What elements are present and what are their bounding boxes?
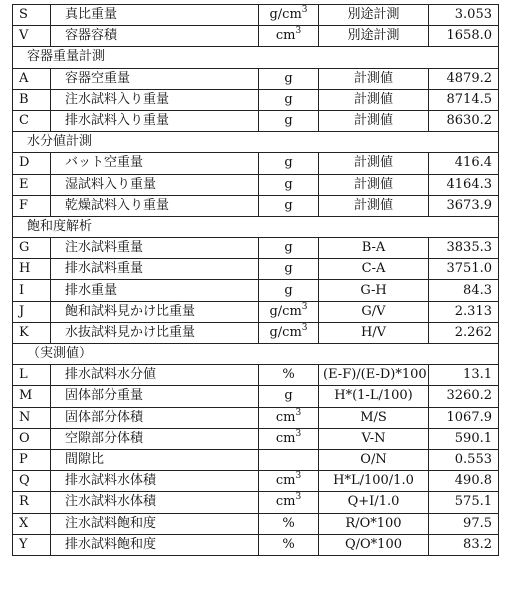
table-body	[13, 5, 499, 556]
value-cell: 8630.2	[429, 110, 499, 131]
symbol-cell: A	[13, 68, 51, 89]
table-row	[13, 301, 499, 322]
unit-text: g/cm	[269, 303, 302, 319]
table-row	[13, 428, 499, 449]
item-name-cell: 排水試料入り重量	[51, 110, 259, 131]
unit-cell	[259, 174, 319, 195]
unit-cell	[259, 301, 319, 322]
value-cell: 575.1	[429, 492, 499, 513]
section-header-row	[13, 132, 499, 153]
unit-text: cm	[275, 494, 296, 510]
unit-cell	[259, 238, 319, 259]
item-name-cell: 排水試料水分値	[51, 365, 259, 386]
value-cell: 1067.9	[429, 407, 499, 428]
unit-exponent: 3	[301, 301, 308, 312]
unit-cell	[259, 365, 319, 386]
unit-cell	[259, 428, 319, 449]
value-cell: 590.1	[429, 428, 499, 449]
formula-cell: 別途計測	[319, 5, 429, 26]
unit-text: g	[284, 261, 293, 277]
item-name-cell: 水抜試料見かけ比重量	[51, 322, 259, 343]
symbol-cell: Q	[13, 471, 51, 492]
symbol-cell: K	[13, 322, 51, 343]
formula-cell: H*(1-L/100)	[319, 386, 429, 407]
unit-text: cm	[275, 473, 296, 489]
section-header-row	[13, 216, 499, 237]
unit-exponent: 3	[301, 5, 308, 16]
section-label: （実測値）	[13, 344, 499, 365]
value-cell: 84.3	[429, 280, 499, 301]
symbol-cell: L	[13, 365, 51, 386]
item-name-cell: 注水試料重量	[51, 238, 259, 259]
unit-text: %	[282, 536, 295, 552]
item-name-cell: 注水試料飽和度	[51, 513, 259, 534]
unit-cell	[259, 492, 319, 513]
unit-text: g/cm	[269, 324, 302, 340]
value-cell: 1658.0	[429, 26, 499, 47]
formula-cell: G/V	[319, 301, 429, 322]
item-name-cell: 排水試料重量	[51, 259, 259, 280]
unit-cell	[259, 68, 319, 89]
value-cell: 83.2	[429, 534, 499, 555]
item-name-cell: 飽和試料見かけ比重量	[51, 301, 259, 322]
unit-text: g	[284, 197, 293, 213]
item-name-cell: 排水試料水体積	[51, 471, 259, 492]
unit-text: g	[284, 70, 293, 86]
unit-exponent: 3	[301, 322, 308, 333]
table-row	[13, 471, 499, 492]
item-name-cell: 空隙部分体積	[51, 428, 259, 449]
symbol-cell: B	[13, 89, 51, 110]
unit-cell	[259, 534, 319, 555]
symbol-cell: F	[13, 195, 51, 216]
value-cell: 3751.0	[429, 259, 499, 280]
unit-text: g	[284, 388, 293, 404]
symbol-cell: O	[13, 428, 51, 449]
unit-cell	[259, 322, 319, 343]
measurement-table	[12, 4, 499, 556]
unit-cell	[259, 110, 319, 131]
item-name-cell: 容器空重量	[51, 68, 259, 89]
unit-cell	[259, 386, 319, 407]
symbol-cell: H	[13, 259, 51, 280]
table-row	[13, 449, 499, 470]
symbol-cell: S	[13, 5, 51, 26]
item-name-cell: 注水試料入り重量	[51, 89, 259, 110]
table-row	[13, 365, 499, 386]
formula-cell: O/N	[319, 449, 429, 470]
formula-cell: C-A	[319, 259, 429, 280]
item-name-cell: バット空重量	[51, 153, 259, 174]
formula-cell: H*L/100/1.0	[319, 471, 429, 492]
value-cell: 0.553	[429, 449, 499, 470]
item-name-cell: 真比重量	[51, 5, 259, 26]
table-row	[13, 174, 499, 195]
unit-text: cm	[275, 409, 296, 425]
formula-cell: Q+I/1.0	[319, 492, 429, 513]
unit-text: g/cm	[269, 7, 302, 23]
formula-cell: B-A	[319, 238, 429, 259]
formula-cell: 別途計測	[319, 26, 429, 47]
item-name-cell: 容器容積	[51, 26, 259, 47]
unit-cell	[259, 5, 319, 26]
symbol-cell: R	[13, 492, 51, 513]
unit-text: g	[284, 91, 293, 107]
item-name-cell: 間隙比	[51, 449, 259, 470]
value-cell: 3.053	[429, 5, 499, 26]
unit-text: g	[284, 240, 293, 256]
table-row	[13, 322, 499, 343]
unit-text: g	[284, 282, 293, 298]
table-row	[13, 280, 499, 301]
table-row	[13, 68, 499, 89]
symbol-cell: D	[13, 153, 51, 174]
unit-cell	[259, 471, 319, 492]
symbol-cell: N	[13, 407, 51, 428]
formula-cell: G-H	[319, 280, 429, 301]
item-name-cell: 固体部分体積	[51, 407, 259, 428]
table-row	[13, 492, 499, 513]
unit-text: cm	[275, 430, 296, 446]
section-label: 飽和度解析	[13, 216, 499, 237]
symbol-cell: G	[13, 238, 51, 259]
unit-text: g	[284, 155, 293, 171]
unit-cell	[259, 513, 319, 534]
value-cell: 4164.3	[429, 174, 499, 195]
value-cell: 3260.2	[429, 386, 499, 407]
table-row	[13, 534, 499, 555]
item-name-cell: 注水試料水体積	[51, 492, 259, 513]
symbol-cell: J	[13, 301, 51, 322]
formula-cell: M/S	[319, 407, 429, 428]
section-header-row	[13, 47, 499, 68]
unit-text: cm	[275, 28, 296, 44]
formula-cell: Q/O*100	[319, 534, 429, 555]
symbol-cell: C	[13, 110, 51, 131]
unit-text: %	[282, 515, 295, 531]
unit-text: g	[284, 113, 293, 129]
table-row	[13, 386, 499, 407]
unit-text: %	[282, 367, 295, 383]
symbol-cell: I	[13, 280, 51, 301]
formula-cell: 計測値	[319, 110, 429, 131]
unit-cell	[259, 449, 319, 470]
unit-exponent: 3	[295, 492, 302, 503]
value-cell: 13.1	[429, 365, 499, 386]
item-name-cell: 湿試料入り重量	[51, 174, 259, 195]
formula-cell: R/O*100	[319, 513, 429, 534]
unit-cell	[259, 89, 319, 110]
formula-cell: 計測値	[319, 68, 429, 89]
table-row	[13, 259, 499, 280]
item-name-cell: 乾燥試料入り重量	[51, 195, 259, 216]
unit-exponent: 3	[295, 428, 302, 439]
formula-cell: 計測値	[319, 195, 429, 216]
formula-cell: 計測値	[319, 89, 429, 110]
item-name-cell: 排水試料飽和度	[51, 534, 259, 555]
section-header-row	[13, 344, 499, 365]
unit-cell	[259, 407, 319, 428]
unit-cell	[259, 153, 319, 174]
formula-cell: 計測値	[319, 153, 429, 174]
unit-exponent: 3	[295, 407, 302, 418]
unit-exponent: 3	[295, 26, 302, 37]
formula-cell: V-N	[319, 428, 429, 449]
value-cell: 416.4	[429, 153, 499, 174]
symbol-cell: Y	[13, 534, 51, 555]
value-cell: 2.262	[429, 322, 499, 343]
unit-cell	[259, 280, 319, 301]
value-cell: 490.8	[429, 471, 499, 492]
symbol-cell: V	[13, 26, 51, 47]
table-row	[13, 513, 499, 534]
unit-cell	[259, 259, 319, 280]
symbol-cell: M	[13, 386, 51, 407]
value-cell: 4879.2	[429, 68, 499, 89]
table-row	[13, 238, 499, 259]
section-label: 水分値計測	[13, 132, 499, 153]
item-name-cell: 固体部分重量	[51, 386, 259, 407]
value-cell: 97.5	[429, 513, 499, 534]
value-cell: 3673.9	[429, 195, 499, 216]
table-row	[13, 89, 499, 110]
formula-cell: H/V	[319, 322, 429, 343]
unit-cell	[259, 26, 319, 47]
item-name-cell: 排水重量	[51, 280, 259, 301]
symbol-cell: P	[13, 449, 51, 470]
symbol-cell: E	[13, 174, 51, 195]
value-cell: 3835.3	[429, 238, 499, 259]
table-row	[13, 407, 499, 428]
formula-cell: 計測値	[319, 174, 429, 195]
unit-text: g	[284, 176, 293, 192]
value-cell: 2.313	[429, 301, 499, 322]
table-row	[13, 153, 499, 174]
table-row	[13, 195, 499, 216]
symbol-cell: X	[13, 513, 51, 534]
table-row	[13, 26, 499, 47]
table-row	[13, 5, 499, 26]
formula-cell: (E-F)/(E-D)*100	[319, 365, 429, 386]
table-row	[13, 110, 499, 131]
unit-cell	[259, 195, 319, 216]
value-cell: 8714.5	[429, 89, 499, 110]
section-label: 容器重量計測	[13, 47, 499, 68]
unit-exponent: 3	[295, 471, 302, 482]
